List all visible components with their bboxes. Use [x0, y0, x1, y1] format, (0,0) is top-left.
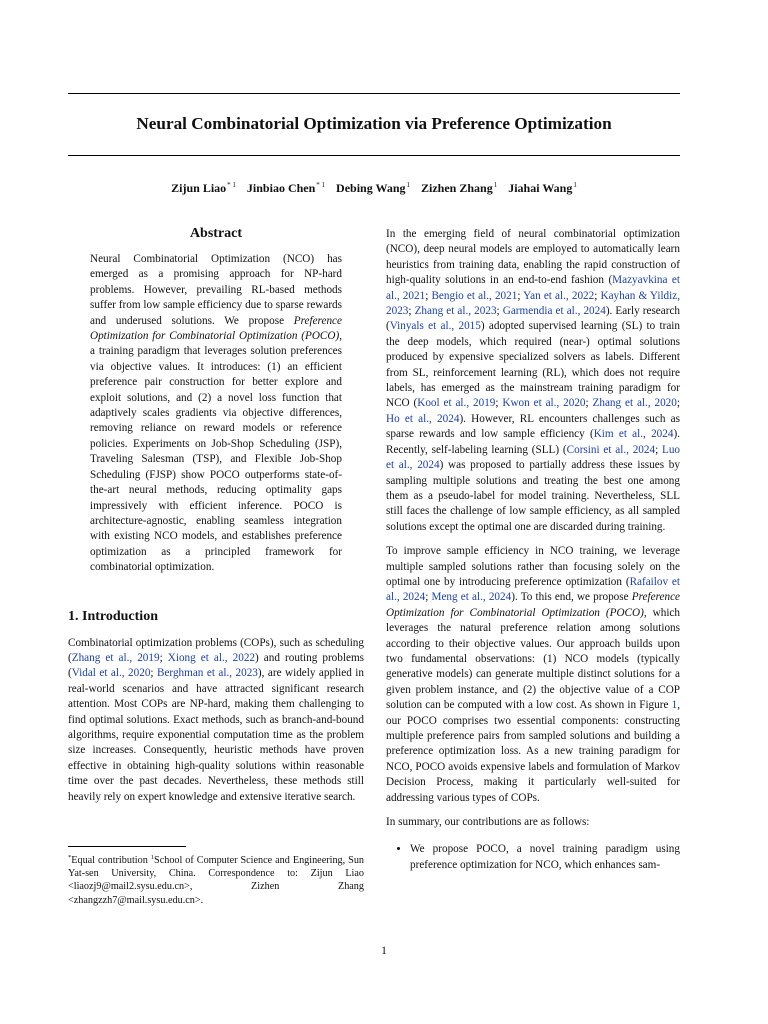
citation-link[interactable]: Mazyavkina et al., 2021 [386, 274, 680, 302]
author-list [68, 181, 680, 196]
citation-link[interactable]: Corsini et al., 2024 [566, 443, 656, 456]
author: Zijun Liao$^{* 1}$ [171, 181, 236, 195]
citation-link[interactable]: Kim et al., 2024 [593, 428, 674, 441]
title-rule-top [68, 93, 680, 94]
page-number: 1 [381, 945, 387, 957]
citation-link[interactable]: Zhang et al., 2023 [414, 305, 497, 318]
right-column [386, 227, 680, 873]
citation-link[interactable]: Bengio et al., 2021 [431, 289, 518, 302]
citation-link[interactable]: Yan et al., 2022 [523, 289, 595, 302]
citation-link[interactable]: Kool et al., 2019 [417, 397, 496, 410]
list-item: • We propose POCO, a novel training paradigm using preference optimization for NCO, which enhances sam- [410, 842, 680, 873]
abstract-text: Neural Combinatorial Optimization (NCO) has emerged as a promising approach for NP-hard problems. However, prevailing RL-based methods suffer from low sample efficiency due to sparse rewards and underused solutions. We propose Preference Optimization for Combinatorial Optimization (POCO), a training paradigm that leverages solution preferences via objective values. It introduces: (1) an efficient preference pair construction for better explore and exploit solutions, and (2) a novel loss function that adaptively scales gradients via objective differences, removing reliance on reward models or reference policies. Experiments on Job-Shop Scheduling (JSP), Traveling Salesman (TSP), and Flexible Job-Shop Scheduling (FJSP) show POCO outperforms state-of-the-art neural methods, reducing optimality gaps impressively with efficient inference. POCO is architecture-agnostic, enabling seamless integration with existing NCO models, and establishes preference optimization as a principled framework for combinatorial optimization. [90, 253, 342, 574]
intro-paragraph-1: Combinatorial optimization problems (COPs), such as scheduling (Zhang et al., 2019; Xiong et al., 2022) and routing problems (Vidal et al., 2020; Berghman et al., 2023), are widely applied in real-world scenarios and have attracted significant research attention. Most COPs are NP-hard, making them challenging to find optimal solutions. Exact methods, such as branch-and-bound algorithms, require exponential computation time as the problem size increases. Consequently, heuristic methods have proven effective in obtaining high-quality solutions within reasonable time over the past decades. Nevertheless, these methods still heavily rely on expert knowledge and extensive iterative search. [68, 636, 365, 803]
footnote-rule [68, 846, 186, 847]
citation-link[interactable]: Berghman et al., 2023 [157, 667, 258, 680]
footnote: *Equal contribution $^1$School of Computer Science and Engineering, Sun Yat-sen University, China. Correspondence to: Zijun Liao <liaozj9@mail2.sysu.edu.cn>, Zizhen Zhang <zhangzzh7@mail.sysu.edu.cn>. [68, 846, 364, 907]
intro-paragraph-3: To improve sample efficiency in NCO training, we leverage multiple sampled solutions rather than focusing solely on the optimal one by introducing preference optimization (Rafailov et al., 2024; Meng et al., 2024). To this end, we propose Preference Optimization for Combinatorial Optimization (POCO), which leverages the natural preference relation among solutions according to their objective values. Our approach builds upon two fundamental observations: (1) NCO models (typically generative models) can generate multiple distinct solutions for a given problem instance, and (2) the objective value of a COP solution can be computed with a low cost. As shown in Figure 1, our POCO comprises two essential components: constructing multiple preference pairs from sampled solutions and building a preference optimization loss. As a new training paradigm for NCO, POCO avoids expensive labels and formulation of Markov Decision Process, making it particularly well-suited for addressing various types of COPs. [386, 545, 681, 804]
intro-heading: 1. Introduction [68, 608, 158, 624]
citation-link[interactable]: Vidal et al., 2020 [71, 667, 151, 680]
author: Jinbiao Chen$^{* 1}$ [246, 181, 326, 195]
citation-link[interactable]: Ho et al., 2024 [386, 412, 460, 425]
paper-title: Neural Combinatorial Optimization via Preference Optimization [136, 114, 612, 133]
author: Debing Wang$^1$ [336, 181, 410, 195]
author: Zizhen Zhang$^1$ [421, 181, 498, 195]
citation-link[interactable]: Zhang et al., 2020 [592, 397, 677, 410]
citation-link[interactable]: Rafailov et al., 2024 [386, 575, 680, 604]
citation-link[interactable]: Kwon et al., 2020 [502, 397, 586, 410]
author: Jiahai Wang$^1$ [508, 181, 577, 195]
intro-paragraph-2: In the emerging field of neural combinatorial optimization (NCO), deep neural models are employed to automatically learn heuristics from training data, enabling the rapid construction of high-quality solutions in an end-to-end fashion (Mazyavkina et al., 2021; Bengio et al., 2021; Yan et al., 2022; Kayhan & Yildiz, 2023; Zhang et al., 2023; Garmendia et al., 2024). Early research (Vinyals et al., 2015) adopted supervised learning (SL) to train the deep models, which required (near-) optimal solutions produced by expensive specialized solvers as labels. Different from SL, reinforcement learning (RL), which does not require labels, has emerged as the mainstream training paradigm for NCO (Kool et al., 2019; Kwon et al., 2020; Zhang et al., 2020; Ho et al., 2024). However, RL encounters challenges such as sparse rewards and low sample efficiency (Kim et al., 2024). Recently, self-labeling learning (SLL) (Corsini et al., 2024; Luo et al., 2024) was proposed to partially address these issues by sampling multiple solutions and treating the best one among them as a pseudo-label for model training. Nevertheless, SLL still faces the challenge of low sample efficiency, as all sampled solutions except the optimal one are discarded during training. [386, 228, 681, 533]
citation-link[interactable]: Zhang et al., 2019 [71, 651, 160, 664]
citation-link[interactable]: Kayhan & Yildiz, 2023 [386, 289, 681, 318]
left-column [68, 226, 364, 805]
abstract-heading: Abstract [189, 226, 243, 241]
figure-link[interactable]: 1 [671, 699, 678, 712]
citation-link[interactable]: Meng et al., 2024 [431, 591, 512, 604]
intro-paragraph-4: In summary, our contributions are as follows: [386, 816, 590, 829]
citation-link[interactable]: Luo et al., 2024 [386, 443, 681, 472]
contribution-list [386, 842, 680, 873]
citation-link[interactable]: Xiong et al., 2022 [167, 651, 256, 664]
citation-link[interactable]: Vinyals et al., 2015 [389, 320, 481, 333]
title-rule-bottom [68, 155, 680, 156]
citation-link[interactable]: Garmendia et al., 2024 [502, 305, 606, 318]
